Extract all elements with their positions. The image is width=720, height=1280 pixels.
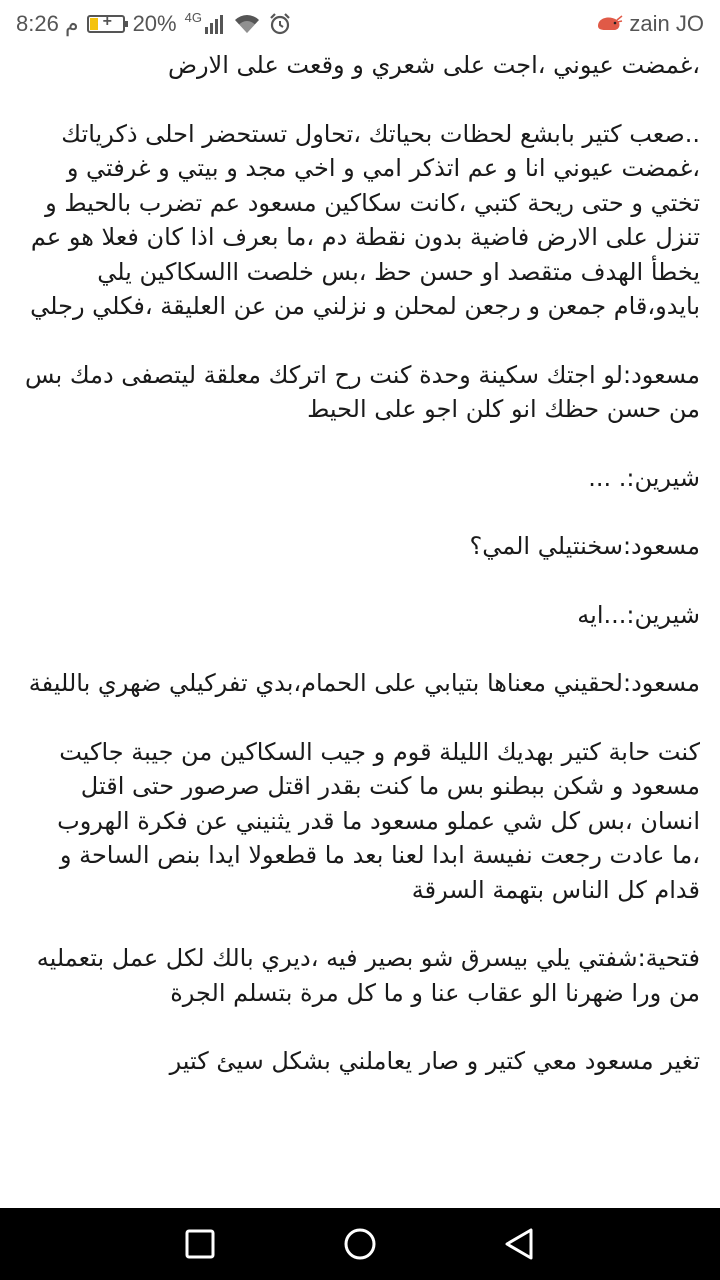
battery-charging-icon: + <box>87 15 125 33</box>
paragraph: شيرين:. ... <box>588 463 700 492</box>
status-left <box>16 8 292 40</box>
paragraph: تغير مسعود معي كتير و صار يعاملني بشكل سيئ كتير <box>169 1047 700 1075</box>
paragraph: فتحية:شفتي يلي بيسرق شو بصير فيه ،ديري بالك لكل عمل بتعمليه من ورا ضهرنا الو عقاب عنا و ما كل مرة بتسلم الجرة <box>36 944 700 1007</box>
alarm-icon <box>268 12 292 36</box>
battery-percent: 20% <box>132 11 177 36</box>
story-text <box>22 48 700 1208</box>
paragraph: مسعود:سخنتيلي المي؟ <box>469 532 700 560</box>
clock: 8:26 م <box>16 11 79 36</box>
shrimp-icon <box>595 13 623 35</box>
back-icon[interactable] <box>502 1226 538 1262</box>
carrier-name: zain JO <box>629 11 704 36</box>
paragraph: مسعود:لو اجتك سكينة وحدة كنت رح اتركك معلقة ليتصفى دمك بس من حسن حظك انو كلن اجو على الحيط <box>24 360 700 423</box>
status-bar <box>0 0 720 48</box>
network-type: 4G <box>184 10 202 25</box>
paragraph: شيرين:...ايه <box>577 600 700 629</box>
wifi-icon <box>234 13 260 35</box>
status-right <box>595 8 704 40</box>
paragraph: ..صعب كتير بابشع لحظات بحياتك ،تحاول تستحضر احلى ذكرياتك ،غمضت عيوني انا و عم اتذكر امي و اخي مجد و بيتي و غرفتي و تختي و حتى ريحة كتبي ،كانت سكاكين مسعود عم تضرب بالحيط و تنزل على الارض فاضية بدون نقطة دم ،ما بعرف اذا كان فعلا هو عم يخطأ الهدف متقصد او حسن حظ ،بس خلصت االسكاكين يلي بايدو،قام جمعن و رجعن لمحلن و نزلني من عن العليقة ،فكلي رجلي <box>30 119 700 320</box>
navigation-bar <box>0 1208 720 1280</box>
recent-apps-icon[interactable] <box>182 1226 218 1262</box>
paragraph: كنت حابة كتير بهديك الليلة قوم و جيب السكاكين من جيبة جاكيت مسعود و شكن ببطنو بس ما كنت بقدر اقتل صرصور حتى اقتل انسان ،بس كل شي عملو مسعود ما قدر يثنيني عن فكرة الهروب ،ما عادت رجعت نفيسة ابدا لعنا بعد ما قطعولا ايدا بنص الساحة و قدام كل الناس بتهمة السرقة <box>57 737 700 904</box>
paragraph: ،غمضت عيوني ،اجت على شعري و وقعت على الارض <box>167 51 700 79</box>
home-icon[interactable] <box>342 1226 378 1262</box>
paragraph: مسعود:لحقيني معناها بتيابي على الحمام،بدي تفركيلي ضهري بالليفة <box>28 669 700 697</box>
signal-icon <box>204 13 226 35</box>
